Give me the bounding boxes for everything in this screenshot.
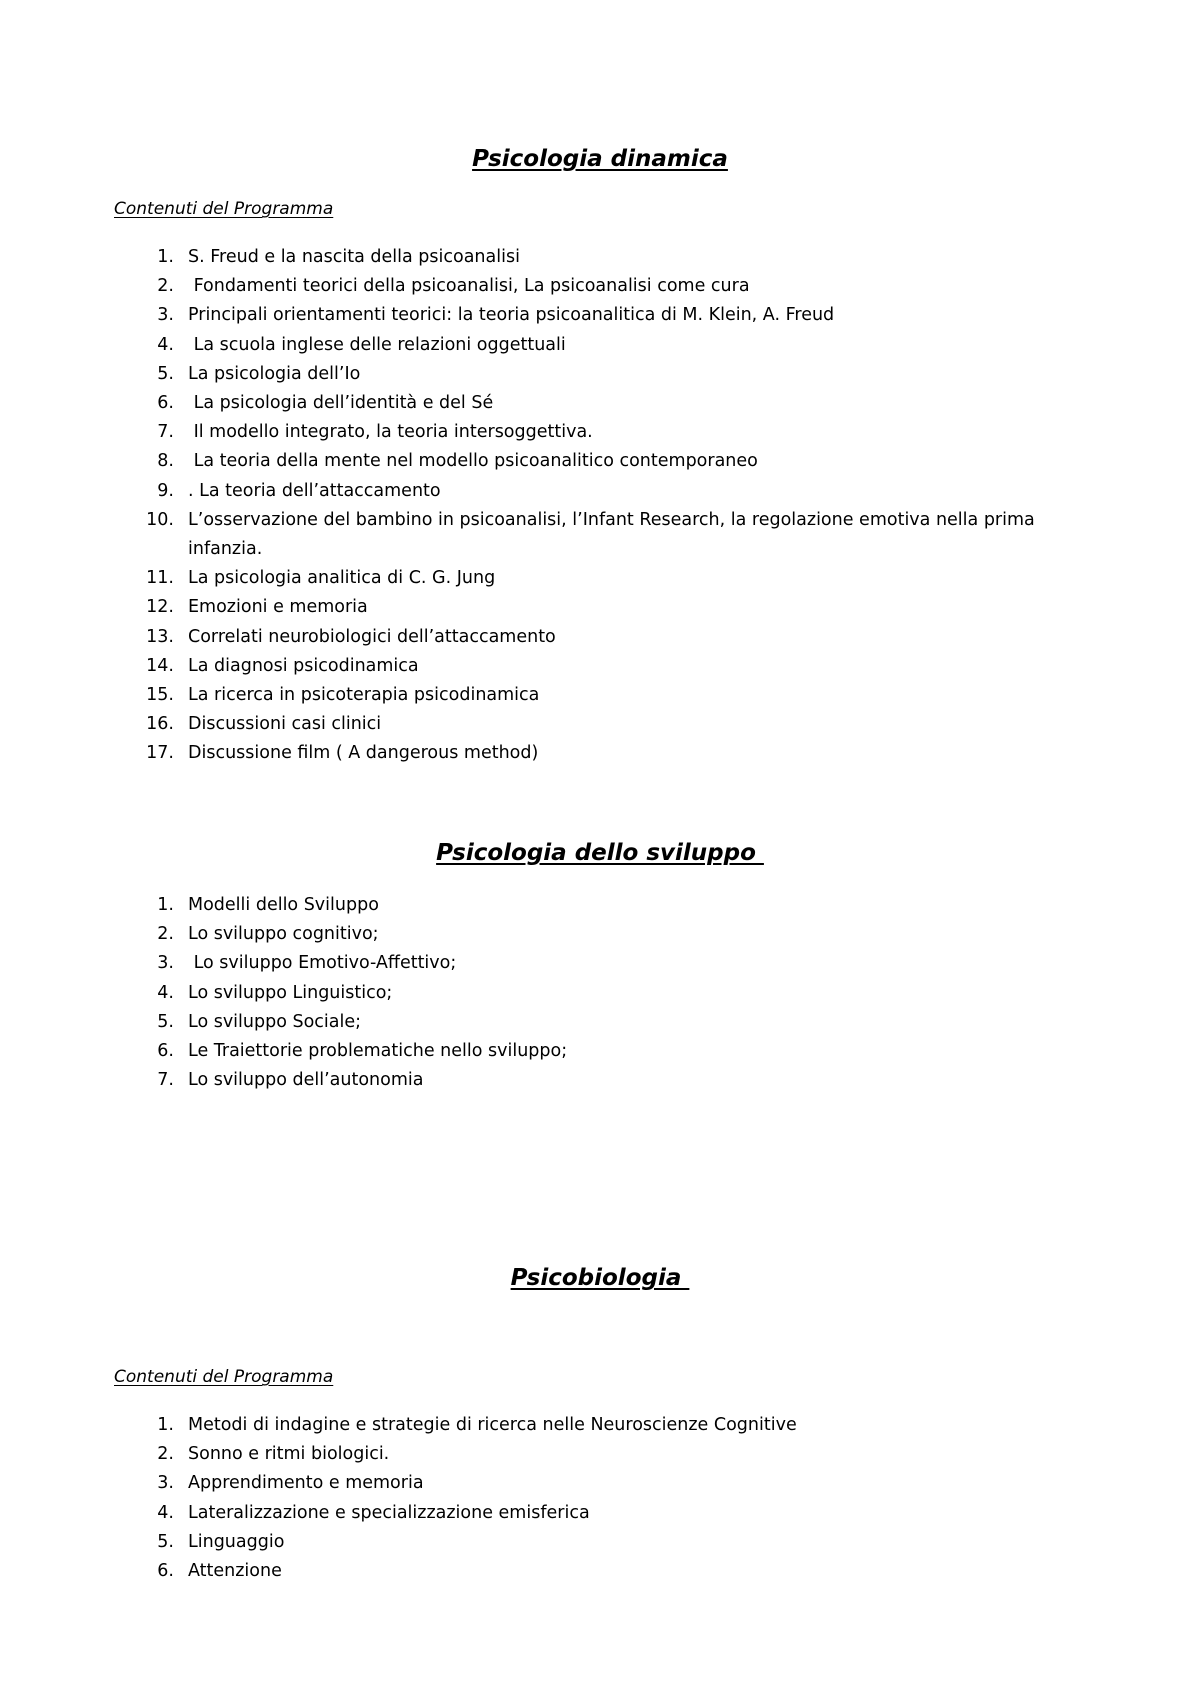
list-item bbox=[0, 1411, 1068, 1440]
item-number: 13. bbox=[146, 626, 174, 647]
item-number: 3. bbox=[157, 953, 174, 974]
item-number: 5. bbox=[157, 1531, 174, 1552]
program-list bbox=[0, 1411, 1068, 1586]
item-text: Fondamenti teorici della psicoanalisi, La psicoanalisi come cura bbox=[188, 276, 750, 297]
item-number: 6. bbox=[157, 1041, 174, 1062]
item-number: 3. bbox=[157, 305, 174, 326]
item-number: 5. bbox=[157, 363, 174, 384]
item-text: La psicologia dell’Io bbox=[188, 363, 361, 384]
item-text: Correlati neurobiologici dell’attaccamento bbox=[188, 626, 556, 647]
item-text: La diagnosi psicodinamica bbox=[188, 655, 419, 676]
item-number: 8. bbox=[157, 451, 174, 472]
list-item bbox=[0, 593, 1068, 622]
item-number: 2. bbox=[157, 924, 174, 945]
section-psicobiologia bbox=[0, 1265, 1200, 1291]
item-text: Lo sviluppo cognitivo; bbox=[188, 924, 379, 945]
item-number: 6. bbox=[157, 393, 174, 414]
item-number: 16. bbox=[146, 714, 174, 735]
item-text: Il modello integrato, la teoria intersoggettiva. bbox=[188, 422, 593, 443]
item-text: Apprendimento e memoria bbox=[188, 1473, 424, 1494]
list-item bbox=[0, 652, 1068, 681]
item-text: Metodi di indagine e strategie di ricerca nelle Neuroscienze Cognitive bbox=[188, 1415, 797, 1435]
item-text: La psicologia analitica di C. G. Jung bbox=[188, 568, 496, 589]
item-text: Lo sviluppo Linguistico; bbox=[188, 982, 393, 1003]
list-item bbox=[0, 418, 1068, 447]
item-text: Lo sviluppo Emotivo-Affettivo; bbox=[188, 953, 457, 974]
program-list bbox=[0, 243, 1068, 769]
item-number: 14. bbox=[146, 655, 174, 676]
section-title: Psicologia dello sviluppo bbox=[436, 840, 764, 866]
list-item bbox=[0, 681, 1068, 710]
item-text: Lo sviluppo dell’autonomia bbox=[188, 1070, 424, 1091]
item-text: S. Freud e la nascita della psicoanalisi bbox=[188, 247, 520, 267]
list-item bbox=[0, 1037, 1068, 1066]
item-text: Attenzione bbox=[188, 1561, 282, 1582]
item-text: Emozioni e memoria bbox=[188, 597, 368, 618]
item-text: Principali orientamenti teorici: la teoria psicoanalitica di M. Klein, A. Freud bbox=[188, 305, 835, 326]
item-text: Discussioni casi clinici bbox=[188, 714, 382, 735]
list-item bbox=[0, 1499, 1068, 1528]
item-text: La scuola inglese delle relazioni oggettuali bbox=[188, 334, 566, 355]
item-number: 1. bbox=[157, 1415, 174, 1435]
item-number: 7. bbox=[157, 1070, 174, 1091]
list-item bbox=[0, 739, 1068, 768]
list-item bbox=[0, 710, 1068, 739]
item-text: Le Traiettorie problematiche nello sviluppo; bbox=[188, 1041, 568, 1062]
item-number: 15. bbox=[146, 685, 174, 706]
list-item bbox=[0, 1440, 1068, 1469]
list-item bbox=[0, 360, 1068, 389]
item-number: 4. bbox=[157, 1502, 174, 1523]
list-item bbox=[0, 389, 1068, 418]
item-number: 2. bbox=[157, 1444, 174, 1465]
list-item bbox=[0, 979, 1068, 1008]
item-text: Discussione film ( A dangerous method) bbox=[188, 743, 539, 764]
list-item bbox=[0, 1008, 1068, 1037]
list-item bbox=[0, 623, 1068, 652]
section-subtitle: Contenuti del Programma bbox=[114, 1367, 334, 1387]
item-text: Linguaggio bbox=[188, 1531, 285, 1552]
list-item bbox=[0, 447, 1068, 476]
item-text: . La teoria dell’attaccamento bbox=[188, 480, 441, 501]
item-text: L’osservazione del bambino in psicoanalisi, l’Infant Research, la regolazione emotiva nella prima infanzia. bbox=[188, 509, 1041, 560]
section-title: Psicobiologia bbox=[510, 1265, 690, 1291]
list-item bbox=[0, 272, 1068, 301]
item-number: 17. bbox=[146, 743, 174, 764]
list-item bbox=[0, 477, 1068, 506]
item-number: 7. bbox=[157, 422, 174, 443]
item-number: 9. bbox=[157, 480, 174, 501]
item-text: Sonno e ritmi biologici. bbox=[188, 1444, 390, 1465]
list-item bbox=[0, 1469, 1068, 1498]
list-item bbox=[0, 243, 1068, 272]
list-item bbox=[0, 1066, 1068, 1095]
list-item bbox=[0, 1557, 1068, 1586]
list-item bbox=[0, 331, 1068, 360]
item-number: 1. bbox=[157, 895, 174, 915]
item-number: 12. bbox=[146, 597, 174, 618]
program-list bbox=[0, 891, 1068, 1095]
section-title: Psicologia dinamica bbox=[472, 146, 728, 172]
item-number: 6. bbox=[157, 1561, 174, 1582]
item-text: La ricerca in psicoterapia psicodinamica bbox=[188, 685, 540, 706]
section-subtitle: Contenuti del Programma bbox=[114, 199, 334, 219]
list-item bbox=[0, 301, 1068, 330]
section-psicologia-dinamica bbox=[0, 146, 1200, 172]
item-number: 3. bbox=[157, 1473, 174, 1494]
item-text: La teoria della mente nel modello psicoanalitico contemporaneo bbox=[188, 451, 758, 472]
list-item bbox=[0, 1528, 1068, 1557]
item-number: 5. bbox=[157, 1011, 174, 1032]
section-psicologia-sviluppo bbox=[0, 840, 1200, 866]
item-number: 11. bbox=[146, 568, 174, 589]
list-item bbox=[0, 891, 1068, 920]
item-number: 10. bbox=[146, 509, 174, 530]
item-text: La psicologia dell’identità e del Sé bbox=[188, 393, 494, 414]
list-item bbox=[0, 506, 1068, 564]
list-item bbox=[0, 949, 1068, 978]
item-text: Modelli dello Sviluppo bbox=[188, 895, 379, 915]
item-number: 4. bbox=[157, 334, 174, 355]
list-item bbox=[0, 920, 1068, 949]
list-item bbox=[0, 564, 1068, 593]
item-number: 2. bbox=[157, 276, 174, 297]
item-text: Lo sviluppo Sociale; bbox=[188, 1011, 362, 1032]
item-text: Lateralizzazione e specializzazione emisferica bbox=[188, 1502, 590, 1523]
item-number: 1. bbox=[157, 247, 174, 267]
item-number: 4. bbox=[157, 982, 174, 1003]
